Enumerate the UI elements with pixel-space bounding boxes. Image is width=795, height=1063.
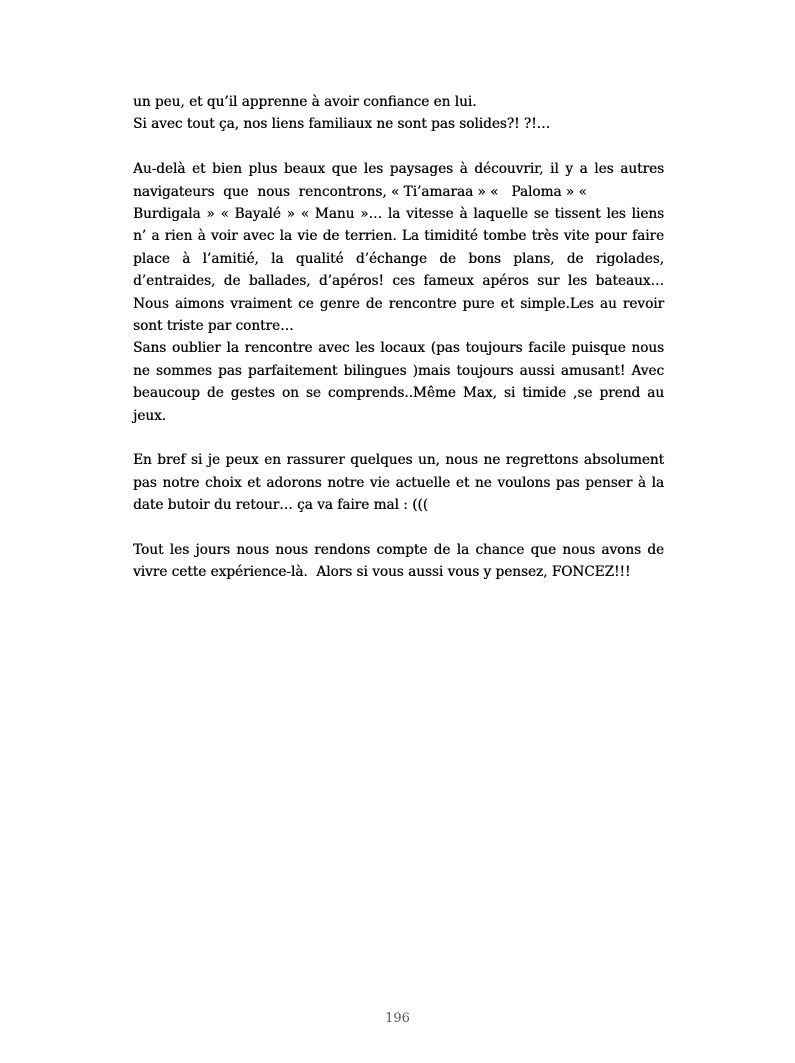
text-line: beaucoup de gestes on se comprends..Même Max, si timide ,se prend au <box>133 385 664 402</box>
text-line: En bref si je peux en rassurer quelques un, nous ne regrettons absolument <box>133 452 664 469</box>
text-line: vivre cette expérience-là. Alors si vous aussi vous y pensez, FONCEZ!!! <box>133 564 631 581</box>
page-number: 196 <box>385 1011 410 1026</box>
text-line: jeux. <box>133 407 167 424</box>
text-line <box>133 427 664 449</box>
text-line: sont triste par contre… <box>133 318 294 335</box>
text-line: Au-delà et bien plus beaux que les paysages à découvrir, il y a les autres <box>133 161 664 178</box>
text-line: Sans oublier la rencontre avec les locaux (pas toujours facile puisque nous <box>133 340 664 357</box>
text-line: Burdigala » « Bayalé » « Manu »… la vitesse à laquelle se tissent les liens <box>133 206 664 223</box>
text-line: Si avec tout ça, nos liens familiaux ne sont pas solides?! ?!… <box>133 116 551 133</box>
text-line: n’ a rien à voir avec la vie de terrien. La timidité tombe très vite pour faire <box>133 228 664 245</box>
text-line: navigateurs que nous rencontrons, « Ti’amaraa » « Paloma » « <box>133 183 587 200</box>
text-line: un peu, et qu’il apprenne à avoir confiance en lui. <box>133 94 477 110</box>
text-line: place à l’amitié, la qualité d’échange de bons plans, de rigolades, <box>133 250 664 267</box>
text-line: pas notre choix et adorons notre vie actuelle et ne voulons pas penser à la <box>133 474 664 491</box>
text-line: Tout les jours nous nous rendons compte de la chance que nous avons de <box>133 542 664 559</box>
text-line: Nous aimons vraiment ce genre de rencontre pure et simple.Les au revoir <box>133 295 664 312</box>
text-line: d’entraides, de ballades, d’apéros! ces fameux apéros sur les bateaux… <box>133 273 664 290</box>
text-line <box>133 136 664 158</box>
page-text <box>133 91 664 584</box>
text-line: ne sommes pas parfaitement bilingues )mais toujours aussi amusant! Avec <box>133 362 664 379</box>
text-line: date butoir du retour… ça va faire mal : ((( <box>133 497 429 514</box>
text-line <box>133 517 664 539</box>
